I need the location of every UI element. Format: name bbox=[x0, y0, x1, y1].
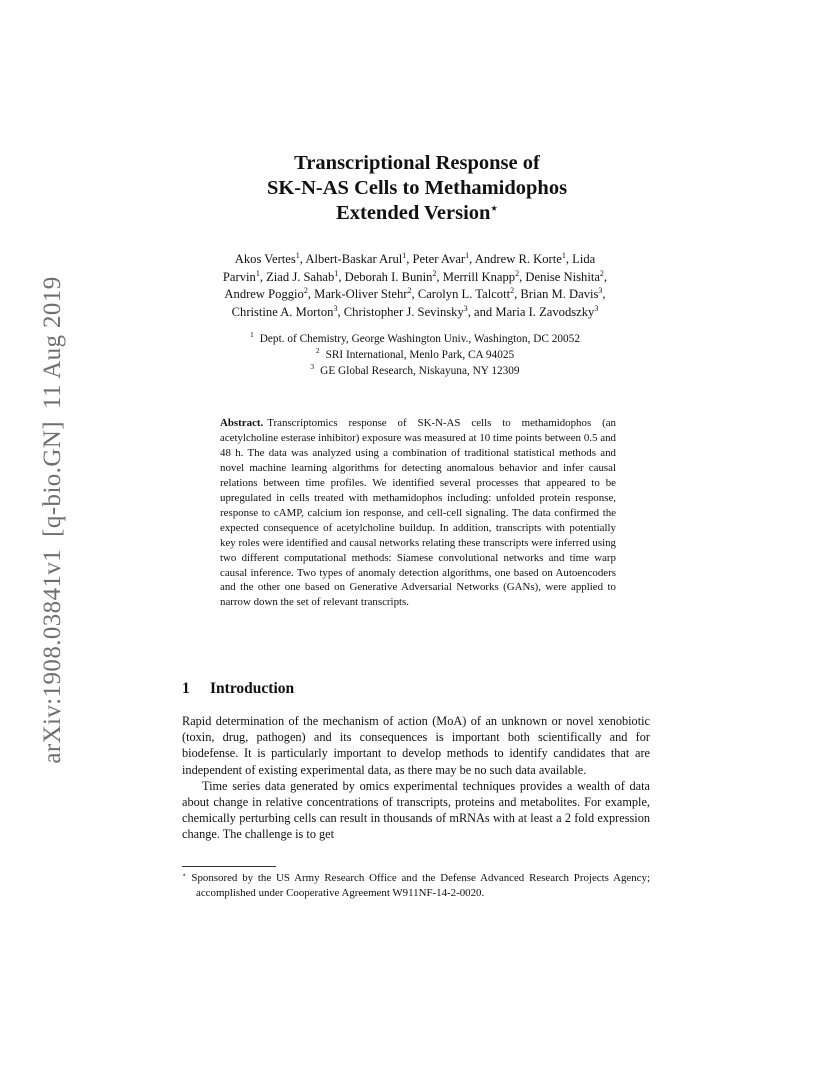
abstract-label: Abstract. bbox=[220, 417, 264, 429]
affiliation-2: $^2$ SRI International, Menlo Park, CA 94025 bbox=[315, 346, 515, 361]
arxiv-identifier bbox=[38, 260, 68, 780]
author-list bbox=[178, 251, 652, 321]
arxiv-category: [q-bio.GN] bbox=[39, 421, 66, 537]
arxiv-date: 11 Aug 2019 bbox=[39, 276, 66, 410]
title-line-3 bbox=[184, 201, 650, 226]
section-number: 1 bbox=[182, 680, 190, 697]
footnote-text: Sponsored by the US Army Research Office and the Defense Advanced Research Projects Agency; accomplished under Cooperative Agreement W911NF-14-2-0020. bbox=[191, 872, 650, 899]
author-line-1: Akos Vertes$^1$, Albert-Baskar Arul$^1$, Peter Avar$^1$, Andrew R. Korte$^1$, Lida bbox=[234, 251, 596, 266]
paragraph-2: Time series data generated by omics experimental techniques provides a wealth of data about change in relative concentrations of transcripts, proteins and metabolites. For example, chemically perturbing cells can result in thousands of mRNAs with at least a 2 fold expression change. The challenge is to get bbox=[182, 778, 650, 842]
affiliation-3: $^3$ GE Global Research, Niskayuna, NY 12309 bbox=[310, 362, 520, 377]
abstract-text: Transcriptomics response of SK-N-AS cells to methamidophos (an acetylcholine esterase inhibitor) exposure was measured at 10 time points between 0.5 and 48 h. The data was analyzed using a combination of traditional statistical methods and novel machine learning algorithms for detecting anomalous behavior and infer causal relations between time profiles. We identified several processes that appeared to be upregulated in cells treated with methamidophos including: unfolded protein response, response to cAMP, calcium ion response, and cell-cell signaling. The data confirmed the expected consequence of acetylcholine buildup. In addition, transcripts with potentially key roles were identified and causal networks relating these transcripts were inferred using two different computational methods: Siamese convolutional networks and time warp causal inference. Two types of anomaly detection algorithms, one based on Autoencoders and the other one based on Generative Adversarial Networks (GANs), were applied to narrow down the set of relevant transcripts. bbox=[220, 417, 616, 609]
author-line-4: Christine A. Morton$^3$, Christopher J. Sevinsky$^3$, and Maria I. Zavodszky$^3$ bbox=[231, 303, 599, 319]
affiliation-list bbox=[178, 331, 652, 379]
footnote bbox=[182, 871, 650, 900]
paper-title bbox=[184, 151, 650, 226]
footnote-divider bbox=[182, 866, 276, 867]
title-line-1: Transcriptional Response of bbox=[294, 152, 540, 174]
arxiv-id-number: arXiv:1908.03841v1 bbox=[39, 548, 66, 764]
title-line-2: SK-N-AS Cells to Methamidophos bbox=[266, 177, 568, 199]
title-footnote-mark: ⋆ bbox=[490, 201, 498, 215]
title-line-3-text: Extended Version bbox=[336, 202, 491, 224]
abstract bbox=[220, 416, 616, 610]
author-line-3: Andrew Poggio$^2$, Mark-Oliver Stehr$^2$, Carolyn L. Talcott$^2$, Brian M. Davis$^3$, bbox=[224, 286, 606, 301]
affiliation-1: $^1$ Dept. of Chemistry, George Washington Univ., Washington, DC 20052 bbox=[250, 330, 580, 345]
section-heading bbox=[182, 680, 294, 698]
body-text bbox=[182, 713, 650, 843]
footnote-mark: ⋆ bbox=[182, 871, 187, 879]
paragraph-1: Rapid determination of the mechanism of action (MoA) of an unknown or novel xenobiotic (toxin, drug, pathogen) and its consequences is important both scientifically and for biodefense. It is particularly important to develop methods to identify candidates that are independent of existing experimental data, as there may be no such data available. bbox=[182, 714, 650, 777]
author-line-2: Parvin$^1$, Ziad J. Sahab$^1$, Deborah I. Bunin$^2$, Merrill Knapp$^2$, Denise Nishita$^2$, bbox=[222, 268, 608, 284]
section-title: Introduction bbox=[210, 680, 295, 697]
